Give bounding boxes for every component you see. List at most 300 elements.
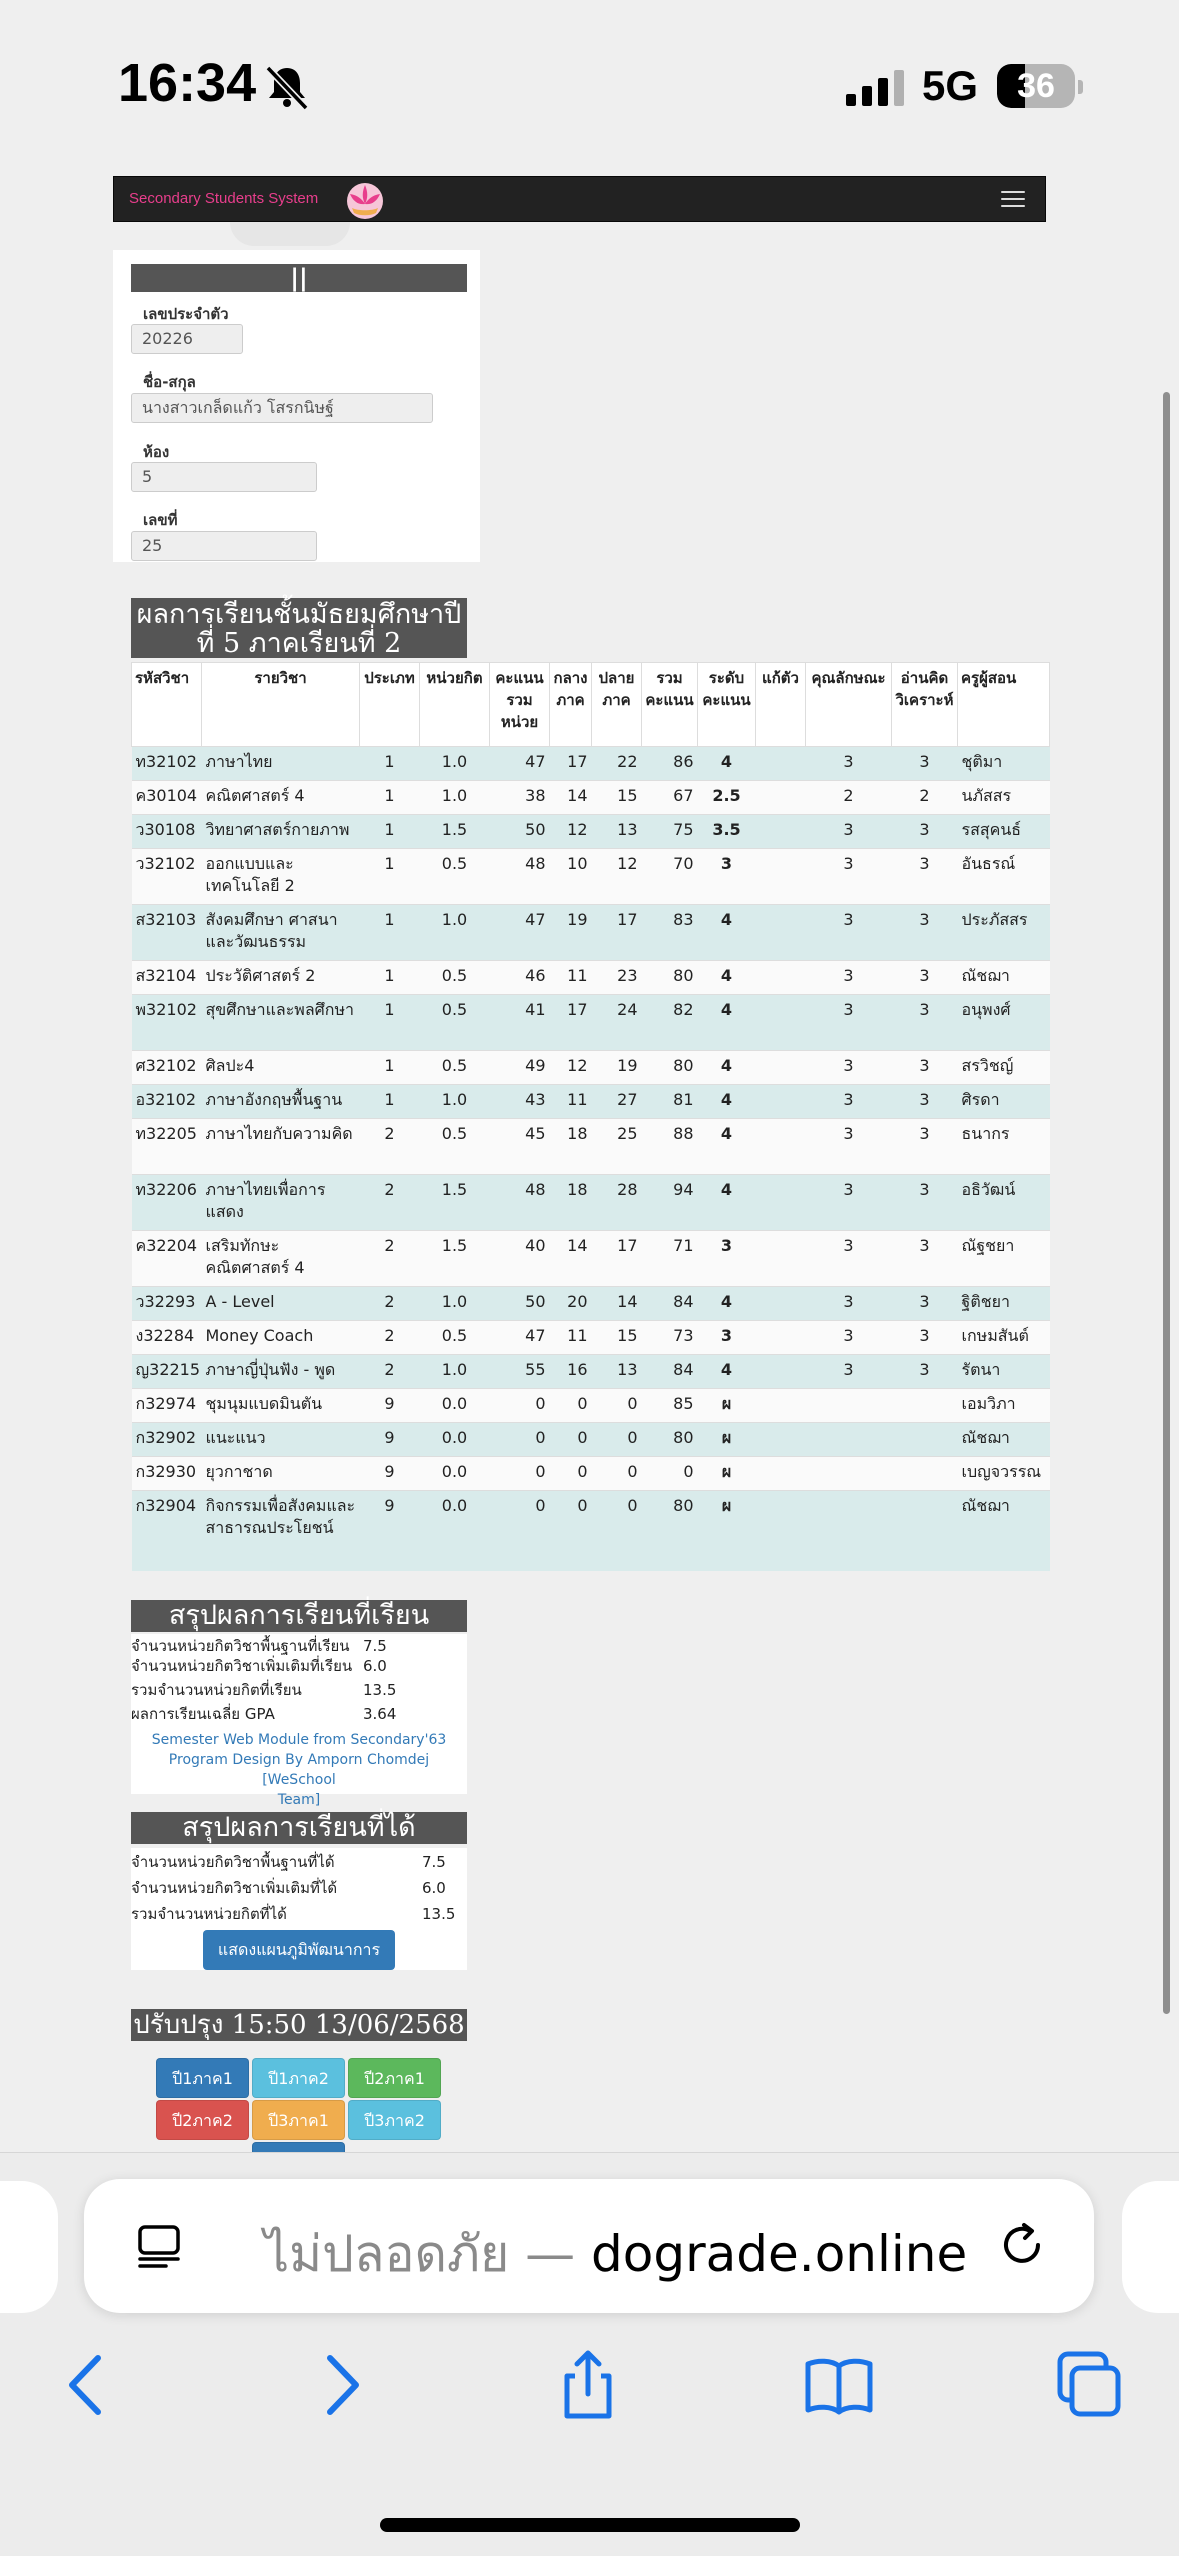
cell-mid: 14 [550,781,592,815]
menu-toggle-icon[interactable] [1001,191,1025,209]
battery-tip [1078,80,1083,94]
table-row [132,1423,1050,1457]
cell-read: 3 [892,815,958,849]
cell-final: 17 [592,1231,642,1287]
cell-teacher: ณัชฌา [958,1491,1050,1571]
cell-unit: 55 [490,1355,550,1389]
cell-code: ค32204 [132,1231,202,1287]
student-info-panel [113,250,480,562]
cell-attr: 3 [806,1231,892,1287]
term-button[interactable]: ปี2ภาค1 [348,2058,441,2098]
cell-final: 25 [592,1119,642,1175]
cell-final: 0 [592,1491,642,1571]
cell-final: 23 [592,961,642,995]
cell-name: Money Coach [202,1321,360,1355]
grades-table [131,662,1050,1571]
cell-type: 1 [360,1085,420,1119]
col-header-redo: แก้ตัว [756,663,806,747]
cell-type: 1 [360,1051,420,1085]
cell-name: วิทยาศาสตร์กายภาพ [202,815,360,849]
cell-code: ว32293 [132,1287,202,1321]
cell-mid: 18 [550,1175,592,1231]
col-header-total: รวมคะแนน [642,663,698,747]
cell-attr [806,1423,892,1457]
cell-total: 67 [642,781,698,815]
cell-total: 94 [642,1175,698,1231]
cell-unit: 0 [490,1491,550,1571]
cell-mid: 11 [550,1321,592,1355]
school-logo-icon [342,180,388,222]
cell-type: 9 [360,1389,420,1423]
cell-teacher: สรวิชญ์ [958,1051,1050,1085]
col-header-type: ประเภท [360,663,420,747]
col-header-mid: กลางภาค [550,663,592,747]
cell-final: 0 [592,1457,642,1491]
show-progress-chart-button[interactable]: แสดงแผนภูมิพัฒนาการ [203,1930,395,1970]
room-field[interactable]: 5 [131,462,317,492]
cell-grade: ผ [698,1423,756,1457]
term-button[interactable]: ปี3ภาค1 [252,2100,345,2140]
cell-unit: 46 [490,961,550,995]
cell-total: 82 [642,995,698,1051]
cell-type: 1 [360,781,420,815]
cell-credit: 0.5 [420,849,490,905]
enrolled-total-value: 13.5 [363,1681,397,1699]
cell-read [892,1491,958,1571]
cell-read: 3 [892,1085,958,1119]
cell-name: สุขศึกษาและพลศึกษา [202,995,360,1051]
cell-unit: 38 [490,781,550,815]
cell-total: 84 [642,1287,698,1321]
cell-code: ก32930 [132,1457,202,1491]
cell-grade: 3 [698,849,756,905]
cell-attr: 3 [806,905,892,961]
cell-redo [756,1287,806,1321]
cell-grade: 3.5 [698,815,756,849]
next-tab-preview[interactable] [1122,2181,1179,2313]
cell-type: 2 [360,1321,420,1355]
cell-code: ก32902 [132,1423,202,1457]
cell-name: ยุวกาชาด [202,1457,360,1491]
id-label: เลขประจำตัว [143,305,229,323]
page-scrollbar[interactable] [1163,392,1170,2014]
cell-name: ภาษาไทย [202,747,360,781]
cell-final: 17 [592,905,642,961]
number-label: เลขที่ [143,511,178,529]
cell-name: แนะแนว [202,1423,360,1457]
grades-title: ผลการเรียนชั้นมัธยมศึกษาปี ที่ 5 ภาคเรียนที่ 2 [131,598,467,658]
cell-credit: 1.0 [420,1287,490,1321]
cell-type: 9 [360,1423,420,1457]
prev-tab-preview[interactable] [0,2181,58,2313]
cell-code: ท32102 [132,747,202,781]
cell-mid: 0 [550,1423,592,1457]
cell-redo [756,1119,806,1175]
cell-final: 15 [592,781,642,815]
cell-attr: 3 [806,1175,892,1231]
cell-total: 0 [642,1457,698,1491]
cell-credit: 0.5 [420,1321,490,1355]
earned-basic-label: จำนวนหน่วยกิตวิชาพื้นฐานที่ได้ [131,1853,335,1871]
battery-level: 36 [1017,67,1055,105]
cell-grade: 2.5 [698,781,756,815]
col-header-attr: คุณลักษณะ [806,663,892,747]
cell-unit: 48 [490,849,550,905]
cell-type: 2 [360,1355,420,1389]
cell-code: ส32103 [132,905,202,961]
col-header-grade: ระดับคะแนน [698,663,756,747]
cell-attr [806,1389,892,1423]
earned-extra-value: 6.0 [422,1879,446,1897]
home-indicator[interactable] [380,2518,800,2532]
cell-redo [756,1321,806,1355]
term-button[interactable]: ปี1ภาค2 [252,2058,345,2098]
table-row [132,1457,1050,1491]
cell-teacher: ณัฐชยา [958,1231,1050,1287]
cell-name: ประวัติศาสตร์ 2 [202,961,360,995]
table-row [132,1287,1050,1321]
reload-icon[interactable] [994,2217,1050,2273]
enrolled-extra-value: 6.0 [363,1657,387,1675]
cell-code: ง32284 [132,1321,202,1355]
col-header-credit: หน่วยกิต [420,663,490,747]
cell-credit: 1.5 [420,1175,490,1231]
cell-read: 3 [892,1175,958,1231]
name-label: ชื่อ-สกุล [143,373,196,391]
cell-grade: 4 [698,1175,756,1231]
table-row [132,905,1050,961]
cell-teacher: ณัชฌา [958,961,1050,995]
cell-final: 13 [592,815,642,849]
cell-mid: 0 [550,1457,592,1491]
cell-read: 3 [892,905,958,961]
cell-name: A - Level [202,1287,360,1321]
cell-total: 81 [642,1085,698,1119]
term-button[interactable]: ปี1ภาค1 [156,2058,249,2098]
brand-link[interactable]: Secondary Students System [129,190,319,207]
cell-teacher: ประภัสสร [958,905,1050,961]
cell-unit: 49 [490,1051,550,1085]
summary-earned-title: สรุปผลการเรียนที่ได้ [131,1812,467,1844]
cell-teacher: นภัสสร [958,781,1050,815]
cell-redo [756,1491,806,1571]
cell-credit: 0.0 [420,1491,490,1571]
cell-attr: 3 [806,1287,892,1321]
table-row [132,1491,1050,1571]
cell-final: 28 [592,1175,642,1231]
col-header-code: รหัสวิชา [132,663,202,747]
cell-type: 2 [360,1231,420,1287]
cell-code: ว32102 [132,849,202,905]
earned-extra-label: จำนวนหน่วยกิตวิชาเพิ่มเติมที่ได้ [131,1879,338,1897]
cell-read: 3 [892,1355,958,1389]
cell-grade: 3 [698,1231,756,1287]
cell-read: 3 [892,1119,958,1175]
address-bar[interactable] [84,2179,1094,2313]
cell-final: 0 [592,1389,642,1423]
cell-unit: 47 [490,905,550,961]
cell-credit: 1.5 [420,1231,490,1287]
cell-read: 3 [892,961,958,995]
cell-attr: 3 [806,995,892,1051]
cell-teacher: รัตนา [958,1355,1050,1389]
cell-attr: 3 [806,1051,892,1085]
cell-redo [756,1389,806,1423]
cell-attr: 3 [806,747,892,781]
cell-redo [756,961,806,995]
cell-read [892,1457,958,1491]
cell-unit: 47 [490,1321,550,1355]
cell-teacher: เบญจวรรณ [958,1457,1050,1491]
table-row [132,747,1050,781]
cell-mid: 16 [550,1355,592,1389]
update-title: ปรับปรุง 15:50 13/06/2568 [131,2009,467,2041]
cell-final: 13 [592,1355,642,1389]
cell-redo [756,1457,806,1491]
cell-unit: 47 [490,747,550,781]
credit-text[interactable]: Semester Web Module from Secondary'63 Program Design By Amporn Chomdej [WeSchool Team] [151,1732,447,1808]
cell-redo [756,1051,806,1085]
cell-teacher: อันธรณ์ [958,849,1050,905]
cell-final: 24 [592,995,642,1051]
cell-attr: 3 [806,849,892,905]
cell-read: 3 [892,1321,958,1355]
cell-read [892,1389,958,1423]
cell-mid: 10 [550,849,592,905]
cell-unit: 0 [490,1423,550,1457]
cell-credit: 1.0 [420,781,490,815]
cell-total: 88 [642,1119,698,1175]
cell-attr: 3 [806,1119,892,1175]
cell-credit: 0.0 [420,1389,490,1423]
cell-total: 73 [642,1321,698,1355]
cell-type: 1 [360,849,420,905]
cell-mid: 0 [550,1389,592,1423]
cell-grade: 4 [698,1085,756,1119]
cell-unit: 0 [490,1457,550,1491]
cell-final: 12 [592,849,642,905]
cell-type: 1 [360,747,420,781]
cell-code: ท32205 [132,1119,202,1175]
cell-mid: 18 [550,1119,592,1175]
cell-unit: 50 [490,815,550,849]
cell-read: 3 [892,1287,958,1321]
cell-read: 3 [892,1231,958,1287]
table-row [132,1085,1050,1119]
cell-grade: 4 [698,1119,756,1175]
cell-redo [756,781,806,815]
cell-mid: 14 [550,1231,592,1287]
table-row [132,815,1050,849]
bookmarks-icon[interactable] [804,2350,874,2420]
cell-grade: ผ [698,1457,756,1491]
cell-teacher: เอมวิภา [958,1389,1050,1423]
page-menu-icon[interactable] [136,2223,182,2269]
cell-credit: 0.5 [420,995,490,1051]
cell-read: 2 [892,781,958,815]
cell-mid: 19 [550,905,592,961]
cell-credit: 1.0 [420,1085,490,1119]
status-time: 16:34 [118,53,257,113]
cell-code: ส32104 [132,961,202,995]
cell-mid: 17 [550,995,592,1051]
cell-redo [756,849,806,905]
cell-type: 2 [360,1287,420,1321]
cell-type: 9 [360,1457,420,1491]
cell-redo [756,995,806,1051]
cell-mid: 0 [550,1491,592,1571]
cell-total: 80 [642,1423,698,1457]
cell-credit: 0.0 [420,1423,490,1457]
cell-final: 15 [592,1321,642,1355]
cell-type: 1 [360,905,420,961]
cell-unit: 45 [490,1119,550,1175]
cell-final: 22 [592,747,642,781]
col-header-name: รายวิชา [202,663,360,747]
cell-code: ว30108 [132,815,202,849]
cell-teacher: อธิวัฒน์ [958,1175,1050,1231]
cell-name: คณิตศาสตร์ 4 [202,781,360,815]
cell-teacher: ธนากร [958,1119,1050,1175]
cell-read: 3 [892,747,958,781]
gpa-label: ผลการเรียนเฉลี่ย GPA [131,1705,275,1723]
logo-backdrop [230,222,350,246]
cell-read: 3 [892,849,958,905]
cell-name: ภาษาอังกฤษพื้นฐาน [202,1085,360,1119]
battery-icon [997,64,1075,108]
cell-unit: 50 [490,1287,550,1321]
cell-unit: 40 [490,1231,550,1287]
cell-grade: 4 [698,961,756,995]
table-row [132,849,1050,905]
summary-enrolled-title: สรุปผลการเรียนที่เรียน [131,1600,467,1632]
cell-total: 86 [642,747,698,781]
cell-mid: 17 [550,747,592,781]
address-text: ไม่ปลอดภัย — dograde.online [264,2225,968,2283]
cell-attr [806,1491,892,1571]
cell-name: ภาษาญี่ปุ่นฟัง - พูด [202,1355,360,1389]
id-field[interactable]: 20226 [131,324,243,354]
cell-type: 9 [360,1491,420,1571]
cell-attr: 3 [806,1355,892,1389]
cell-credit: 1.0 [420,1355,490,1389]
cell-teacher: รสสุคนธ์ [958,815,1050,849]
cell-redo [756,747,806,781]
cell-name: ภาษาไทยเพื่อการแสดง [202,1175,360,1231]
cell-type: 2 [360,1175,420,1231]
room-label: ห้อง [143,443,170,461]
cell-code: พ32102 [132,995,202,1051]
cell-grade: ผ [698,1491,756,1571]
term-button[interactable]: ปี3ภาค2 [348,2100,441,2140]
cell-unit: 48 [490,1175,550,1231]
cell-mid: 20 [550,1287,592,1321]
cell-attr: 3 [806,1085,892,1119]
earned-total-label: รวมจำนวนหน่วยกิตที่ได้ [131,1905,287,1923]
cell-name: ภาษาไทยกับความคิด [202,1119,360,1175]
table-row [132,1175,1050,1231]
cell-name: ออกแบบและเทคโนโลยี 2 [202,849,360,905]
forward-icon[interactable] [306,2350,376,2420]
cell-credit: 1.5 [420,815,490,849]
cell-type: 1 [360,815,420,849]
cell-total: 85 [642,1389,698,1423]
cell-teacher: ศิรดา [958,1085,1050,1119]
cell-final: 14 [592,1287,642,1321]
cell-teacher: อนุพงศ์ [958,995,1050,1051]
gpa-value: 3.64 [363,1705,397,1723]
cell-final: 19 [592,1051,642,1085]
cell-read: 3 [892,995,958,1051]
enrolled-extra-label: จำนวนหน่วยกิตวิชาเพิ่มเติมที่เรียน [131,1657,353,1675]
number-field[interactable]: 25 [131,531,317,561]
insecure-label: ไม่ปลอดภัย [264,2225,510,2283]
cell-attr [806,1457,892,1491]
cell-name: กิจกรรมเพื่อสังคมและสาธารณประโยชน์ [202,1491,360,1571]
site-navbar [113,176,1046,222]
cell-total: 84 [642,1355,698,1389]
col-header-final: ปลายภาค [592,663,642,747]
table-row [132,995,1050,1051]
cell-grade: 4 [698,1355,756,1389]
cell-redo [756,1085,806,1119]
cell-grade: 4 [698,905,756,961]
cell-code: ค30104 [132,781,202,815]
cell-total: 71 [642,1231,698,1287]
cell-total: 70 [642,849,698,905]
cell-grade: 4 [698,1287,756,1321]
back-icon[interactable] [52,2350,122,2420]
cell-read: 3 [892,1051,958,1085]
cell-redo [756,905,806,961]
cell-mid: 12 [550,1051,592,1085]
cell-unit: 43 [490,1085,550,1119]
cell-name: ศิลปะ4 [202,1051,360,1085]
col-header-unit: คะแนนรวมหน่วย [490,663,550,747]
tabs-icon[interactable] [1054,2350,1124,2420]
summary-earned-panel [131,1848,467,1970]
table-row [132,1231,1050,1287]
cell-code: ศ32102 [132,1051,202,1085]
name-field[interactable]: นางสาวเกล็ดแก้ว โสรกนิษฐ์ [131,393,433,423]
cell-attr: 2 [806,781,892,815]
term-button[interactable]: ปี2ภาค2 [156,2100,249,2140]
cell-type: 1 [360,995,420,1051]
table-row [132,961,1050,995]
cell-teacher: เกษมสันต์ [958,1321,1050,1355]
share-icon[interactable] [553,2350,623,2420]
earned-basic-value: 7.5 [422,1853,446,1871]
cell-credit: 1.0 [420,905,490,961]
cell-teacher: ฐิติชยา [958,1287,1050,1321]
cell-redo [756,1175,806,1231]
table-row [132,781,1050,815]
cell-code: ก32974 [132,1389,202,1423]
cell-code: ญ32215 [132,1355,202,1389]
cell-grade: 4 [698,1051,756,1085]
cell-total: 75 [642,815,698,849]
cell-total: 80 [642,1051,698,1085]
cell-type: 2 [360,1119,420,1175]
info-header: || [131,264,467,292]
earned-total-value: 13.5 [422,1905,456,1923]
cell-unit: 41 [490,995,550,1051]
cell-read [892,1423,958,1457]
col-header-read: อ่านคิดวิเคราะห์ [892,663,958,747]
cell-name: เสริมทักษะคณิตศาสตร์ 4 [202,1231,360,1287]
network-type: 5G [922,62,979,109]
cell-redo [756,1423,806,1457]
